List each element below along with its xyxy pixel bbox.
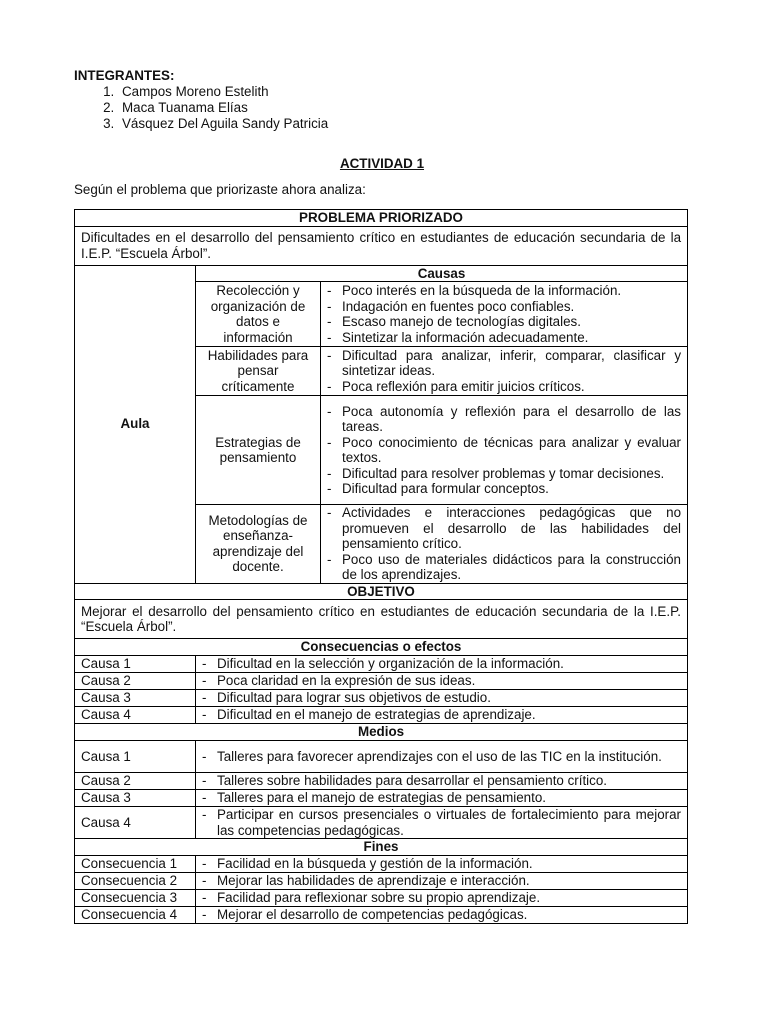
row-content (196, 856, 688, 873)
causa-items (321, 347, 688, 396)
row-label: Causa 3 (75, 690, 196, 707)
dash: - (327, 347, 332, 363)
causa-item-text: Poca reflexión para emitir juicios críticos. (342, 378, 585, 394)
row-item-text: Talleres para favorecer aprendizajes con el uso de las TIC en la institución. (217, 748, 662, 764)
causa-category: Habilidades para pensar críticamente (196, 347, 321, 396)
row-content (196, 873, 688, 890)
row-label: Consecuencia 2 (75, 873, 196, 890)
actividad-heading (0, 156, 768, 172)
dash: - (202, 873, 207, 889)
objetivo-text: Mejorar el desarrollo del pensamiento crítico en estudiantes de educación secundaria de la I.E.P. “Escuela Árbol”. (75, 600, 688, 639)
row-item-text: Mejorar el desarrollo de competencias pedagógicas. (217, 907, 528, 923)
row-content (196, 690, 688, 707)
dash: - (202, 856, 207, 872)
row-label: Causa 1 (75, 741, 196, 773)
row-item-text: Mejorar las habilidades de aprendizaje e interacción. (217, 873, 530, 889)
causa-item-text: Poco conocimiento de técnicas para analizar y evaluar textos. (342, 434, 682, 465)
causa-category: Metodologías de enseñanza-aprendizaje del docente. (196, 505, 321, 584)
dash: - (327, 314, 332, 329)
causa-item-text: Dificultad para formular conceptos. (342, 481, 549, 496)
dash: - (327, 465, 332, 481)
dash: - (202, 773, 207, 789)
causa-items (321, 505, 688, 584)
actividad-title: ACTIVIDAD 1 (339, 156, 425, 171)
fines-header: Fines (75, 839, 688, 856)
integrantes-list (74, 84, 328, 132)
objetivo-header: OBJETIVO (75, 583, 688, 600)
dash: - (202, 673, 207, 689)
dash: - (327, 378, 332, 394)
row-label: Causa 2 (75, 673, 196, 690)
row-label: Consecuencia 3 (75, 890, 196, 907)
integrante-item: 3. Vásquez Del Aguila Sandy Patricia (118, 116, 328, 132)
row-item (202, 773, 681, 789)
aula-label: Aula (75, 265, 196, 583)
causa-category: Recolección y organización de datos e información (196, 282, 321, 347)
row-content (196, 707, 688, 724)
dash: - (202, 890, 207, 906)
integrante-item: 2. Maca Tuanama Elías (118, 100, 328, 116)
causa-item (327, 466, 681, 482)
dash: - (202, 790, 207, 806)
row-item-text: Dificultad en la selección y organización de la información. (217, 656, 564, 672)
row-item (202, 690, 681, 706)
dash: - (327, 298, 332, 314)
causa-item-text: Dificultad para analizar, inferir, comparar, clasificar y sintetizar ideas. (342, 347, 682, 379)
row-content (196, 741, 688, 773)
row-label: Consecuencia 1 (75, 856, 196, 873)
row-item-text: Dificultad para lograr sus objetivos de estudio. (217, 690, 491, 706)
causa-item-text: Poca autonomía y reflexión para el desarrollo de las tareas. (342, 403, 682, 434)
row-item (202, 890, 681, 906)
integrante-item: 1. Campos Moreno Estelith (118, 84, 328, 100)
row-item-text: Poca claridad en la expresión de sus ideas. (217, 673, 476, 689)
row-item (202, 673, 681, 689)
row-item-text: Dificultad en el manejo de estrategias de aprendizaje. (217, 707, 536, 723)
dash: - (327, 329, 332, 345)
causa-item-text: Poco uso de materiales didácticos para la construcción de los aprendizajes. (342, 551, 682, 582)
row-content (196, 773, 688, 790)
row-item-text: Talleres sobre habilidades para desarrollar el pensamiento crítico. (217, 773, 608, 789)
row-item-text: Facilidad para reflexionar sobre su propio aprendizaje. (217, 890, 541, 906)
causa-item-text: Escaso manejo de tecnologías digitales. (342, 314, 581, 329)
causa-item (327, 481, 681, 497)
dash: - (327, 403, 332, 419)
causa-item (327, 330, 681, 346)
causa-items (321, 282, 688, 347)
causa-item (327, 505, 681, 552)
dash: - (202, 656, 207, 672)
row-content (196, 907, 688, 924)
dash: - (202, 907, 207, 923)
dash: - (202, 807, 207, 822)
causa-item-text: Dificultad para resolver problemas y tomar decisiones. (342, 465, 665, 481)
causa-item (327, 314, 681, 330)
problema-text: Dificultades en el desarrollo del pensamiento crítico en estudiantes de educación secundaria de la I.E.P. “Escuela Árbol”. (75, 226, 688, 265)
integrantes-section (74, 68, 328, 132)
intro-text: Según el problema que priorizaste ahora analiza: (74, 182, 366, 197)
causa-item (327, 435, 681, 466)
row-item (202, 749, 681, 765)
dash: - (327, 505, 332, 520)
dash: - (327, 481, 332, 496)
row-item (202, 790, 681, 806)
row-item-text: Participar en cursos presenciales o virtuales de fortalecimiento para mejorar las competencias pedagógicas. (217, 807, 682, 838)
row-item (202, 807, 681, 838)
causa-item-text: Poco interés en la búsqueda de la información. (342, 283, 622, 298)
row-content (196, 807, 688, 839)
row-item (202, 707, 681, 723)
row-content (196, 790, 688, 807)
causa-item-text: Indagación en fuentes poco confiables. (342, 298, 575, 314)
row-label: Causa 4 (75, 707, 196, 724)
row-label: Consecuencia 4 (75, 907, 196, 924)
causa-item (327, 283, 681, 299)
row-content (196, 890, 688, 907)
causa-item (327, 299, 681, 315)
causa-item (327, 348, 681, 379)
row-label: Causa 4 (75, 807, 196, 839)
medios-header: Medios (75, 724, 688, 741)
causa-item (327, 379, 681, 395)
dash: - (202, 707, 207, 723)
dash: - (327, 434, 332, 450)
row-content (196, 673, 688, 690)
row-item-text: Facilidad en la búsqueda y gestión de la información. (217, 856, 533, 872)
dash: - (327, 283, 332, 298)
row-item (202, 873, 681, 889)
causa-item-text: Actividades e interacciones pedagógicas que no promueven el desarrollo de las habilidades del pensamiento crítico. (342, 505, 682, 551)
causa-item (327, 404, 681, 435)
row-label: Causa 1 (75, 656, 196, 673)
integrantes-title: INTEGRANTES: (74, 68, 175, 83)
causa-category: Estrategias de pensamiento (196, 396, 321, 505)
causa-item-text: Sintetizar la información adecuadamente. (342, 329, 589, 345)
row-item-text: Talleres para el manejo de estrategias de pensamiento. (217, 790, 547, 806)
row-item (202, 656, 681, 672)
consecuencias-header: Consecuencias o efectos (75, 639, 688, 656)
row-content (196, 656, 688, 673)
row-item (202, 907, 681, 923)
analysis-table (74, 209, 688, 924)
dash: - (202, 690, 207, 706)
dash: - (327, 551, 332, 567)
problema-header: PROBLEMA PRIORIZADO (75, 210, 688, 227)
causas-header: Causas (196, 265, 688, 282)
row-label: Causa 2 (75, 773, 196, 790)
dash: - (202, 748, 207, 764)
causa-item (327, 552, 681, 583)
row-label: Causa 3 (75, 790, 196, 807)
causa-items (321, 396, 688, 505)
row-item (202, 856, 681, 872)
